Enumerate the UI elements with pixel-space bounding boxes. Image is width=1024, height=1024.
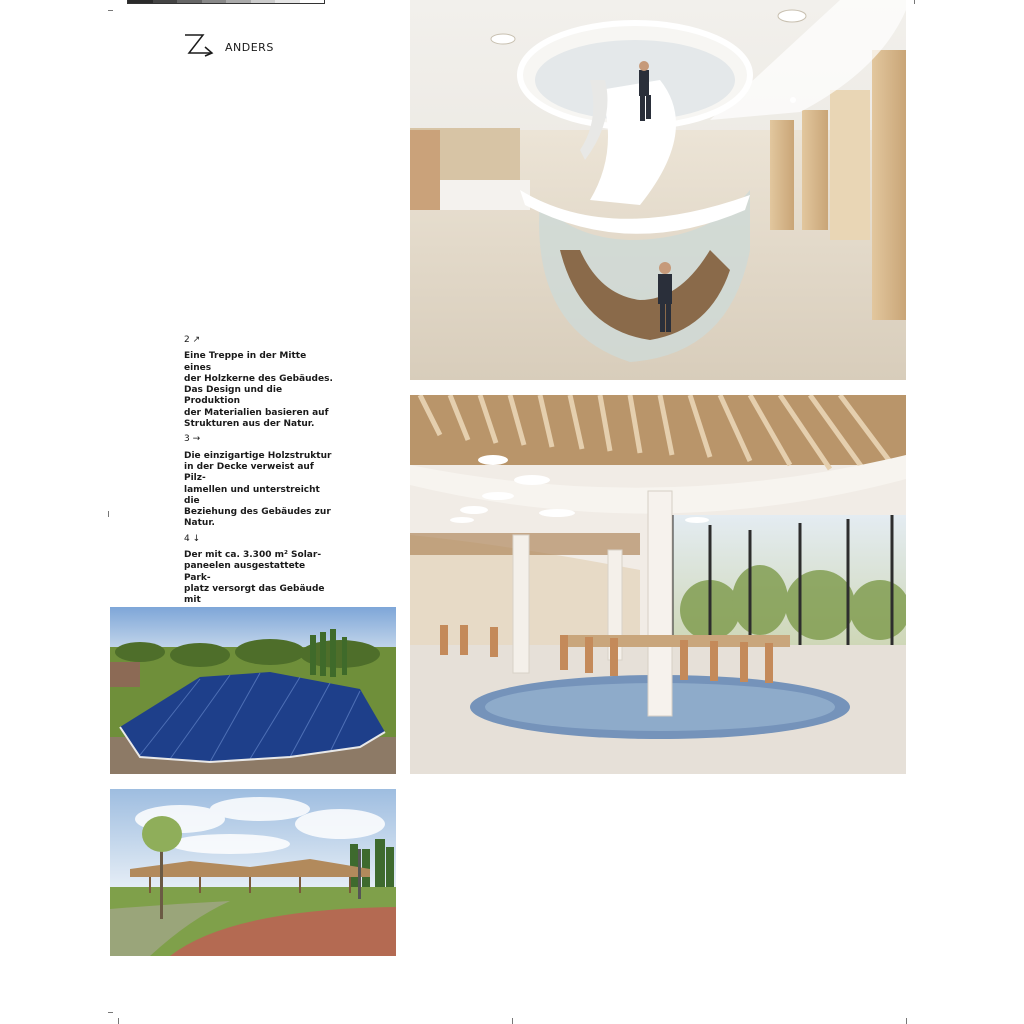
photo-solar-canopy-aerial (110, 607, 396, 774)
caption-number: 3 → (184, 434, 201, 445)
caption-text: Die einzigartige Holzstruktur in der Decke verweist auf Pilz- lamellen und unterstreicht die Beziehung des Gebäudes zur Natur. (184, 450, 332, 529)
crop-mark (108, 1012, 113, 1013)
caption-number: 4 ↓ (184, 533, 201, 544)
photo-dining-hall (410, 395, 906, 774)
crop-mark (108, 511, 109, 517)
caption-text: Der mit ca. 3.300 m² Solar- paneelen ausgestattete Park- platz versorgt das Gebäude mit (184, 550, 325, 606)
caption-item (184, 335, 334, 430)
print-color-bar-left (127, 0, 325, 4)
photo-parking-canopy (110, 789, 396, 956)
crop-mark (512, 1018, 513, 1024)
brand-header (183, 33, 274, 61)
zigzag-arrow-icon (183, 33, 215, 61)
caption-item (184, 434, 334, 529)
crop-mark (914, 0, 915, 4)
crop-mark (118, 1018, 119, 1024)
brand-name: ANDERS (225, 40, 274, 54)
crop-mark (906, 1018, 907, 1024)
crop-mark (108, 10, 113, 11)
caption-text: Eine Treppe in der Mitte eines der Holzkerne des Gebäudes. Das Design und die Produktion der Materialien basieren auf Strukturen aus der Natur. (184, 351, 333, 430)
photo-spiral-staircase (410, 0, 906, 380)
caption-number: 2 ↗ (184, 335, 201, 345)
